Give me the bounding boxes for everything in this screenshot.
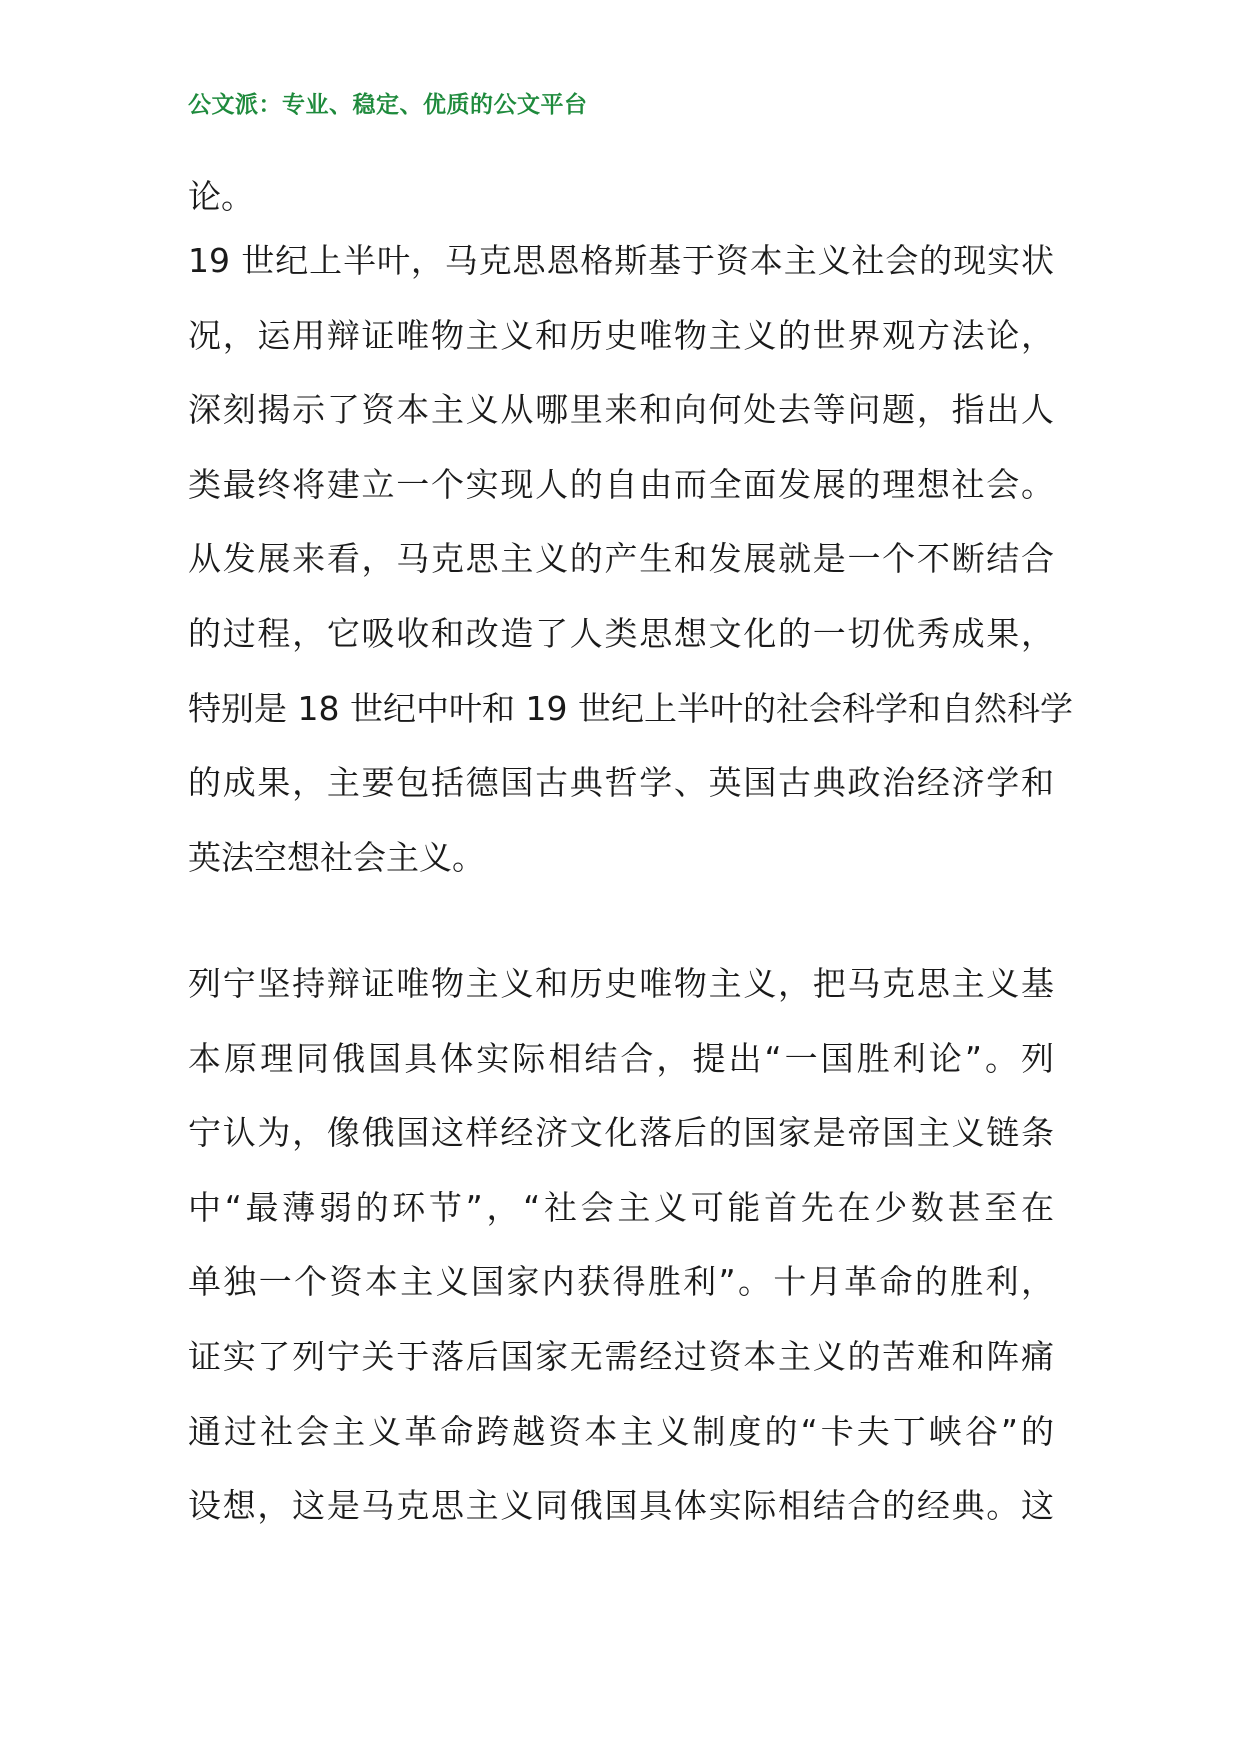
paragraph-2 — [188, 224, 1073, 895]
text-line: 况，运用辩证唯物主义和历史唯物主义的世界观方法论， — [188, 315, 1054, 355]
text-line: 19 世纪上半叶，马克思恩格斯基于资本主义社会的现实状 — [188, 241, 1054, 280]
text-line: 中“最薄弱的环节”，“社会主义可能首先在少数甚至在 — [188, 1187, 1054, 1227]
text-line: 深刻揭示了资本主义从哪里来和向何处去等问题，指出人 — [188, 390, 1054, 430]
text-line: 从发展来看，马克思主义的产生和发展就是一个不断结合 — [188, 539, 1054, 579]
text-line: 论。 — [188, 177, 254, 216]
text-line: 的过程，它吸收和改造了人类思想文化的一切优秀成果， — [188, 613, 1054, 653]
text-line: 列宁坚持辩证唯物主义和历史唯物主义，把马克思主义基 — [188, 964, 1054, 1003]
text-line: 特别是 18 世纪中叶和 19 世纪上半叶的社会科学和自然科学 — [188, 688, 1073, 728]
text-line: 单独一个资本主义国家内获得胜利”。十月革命的胜利， — [188, 1262, 1054, 1302]
text-line: 类最终将建立一个实现人的自由而全面发展的理想社会。 — [188, 464, 1054, 504]
text-line: 宁认为，像俄国这样经济文化落后的国家是帝国主义链条 — [188, 1113, 1054, 1153]
paragraph-3 — [188, 947, 1054, 1544]
text-line: 通过社会主义革命跨越资本主义制度的“卡夫丁峡谷”的 — [188, 1411, 1054, 1451]
text-line: 的成果，主要包括德国古典哲学、英国古典政治经济学和 — [188, 763, 1054, 803]
text-line: 证实了列宁关于落后国家无需经过资本主义的苦难和阵痛 — [188, 1336, 1054, 1376]
page-header: 公文派：专业、稳定、优质的公文平台 — [188, 92, 588, 118]
text-line: 英法空想社会主义。 — [188, 837, 485, 877]
text-line: 设想，这是马克思主义同俄国具体实际相结合的经典。这 — [188, 1486, 1054, 1526]
text-line: 本原理同俄国具体实际相结合，提出“一国胜利论”。列 — [188, 1038, 1054, 1078]
